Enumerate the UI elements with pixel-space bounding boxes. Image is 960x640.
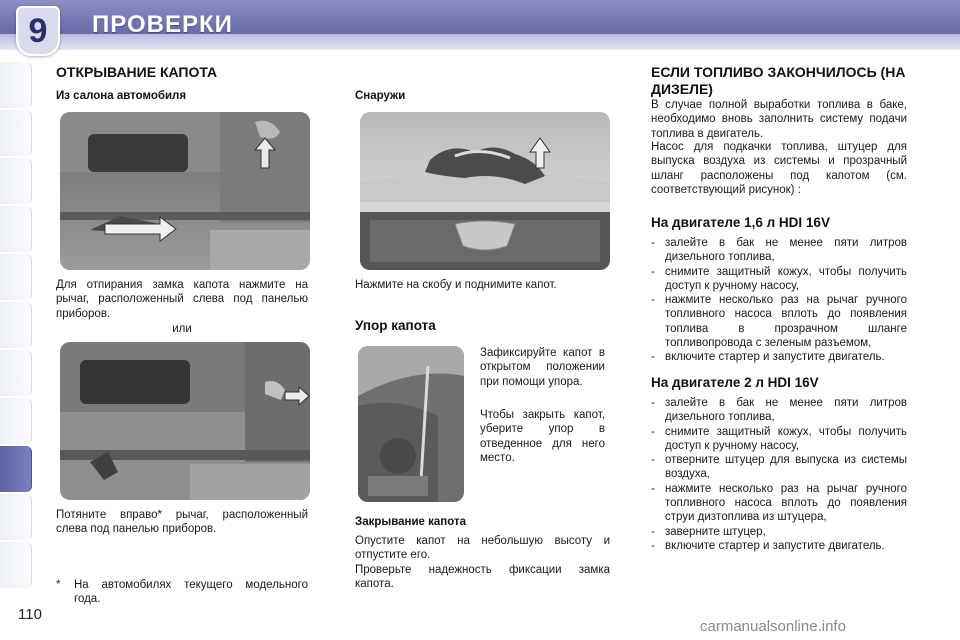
page-number: 110 xyxy=(18,606,42,623)
footnote-mark: * xyxy=(56,579,61,591)
fuel-intro-2: Насос для подкачки топлива, штуцер для выпуска воздуха из системы и прозрачный шланг расположены под капотом (см. соответствующий рисунок) : xyxy=(651,141,907,196)
list-item: - залейте в бак не менее пяти литров дизельного топлива, xyxy=(651,236,907,265)
subtitle-outside: Снаружи xyxy=(355,90,406,102)
list-item: - нажмите несколько раз на рычаг ручного топливного насоса вплоть до появления струи дизтоплива из штуцера, xyxy=(651,482,907,525)
or-text: или xyxy=(172,323,192,335)
subtitle-inside: Из салона автомобиля xyxy=(56,90,187,102)
photo-interior-pull-lever xyxy=(60,342,310,500)
footnote: На автомобилях текущего модельного года. xyxy=(74,579,308,606)
chapter-tabs xyxy=(0,62,36,590)
engine-2-0-steps xyxy=(651,396,907,553)
list-item: - отверните штуцер для выпуска из системы воздуха, xyxy=(651,453,907,482)
photo-hood-latch xyxy=(360,112,610,270)
chapter-tab[interactable] xyxy=(0,494,32,540)
outside-text: Нажмите на скобу и поднимите капот. xyxy=(355,279,557,291)
section-title-hood-prop: Упор капота xyxy=(355,318,436,333)
photo-hood-prop xyxy=(358,346,464,502)
list-item: - снимите защитный кожух, чтобы получить доступ к ручному насосу, xyxy=(651,265,907,294)
paragraph-pull-lever: Потяните вправо* рычаг, расположенный слева под панелью приборов. xyxy=(56,509,308,536)
chapter-tab[interactable] xyxy=(0,542,32,588)
chapter-tab[interactable] xyxy=(0,350,32,396)
chapter-tab[interactable] xyxy=(0,254,32,300)
chapter-tab[interactable] xyxy=(0,110,32,156)
chapter-tab-active[interactable] xyxy=(0,446,32,492)
page-title: ПРОВЕРКИ xyxy=(92,11,233,38)
closing-text-1: Опустите капот на небольшую высоту и отпустите его. xyxy=(355,535,610,562)
subtitle-closing: Закрывание капота xyxy=(355,516,466,528)
section-title-out-of-fuel: ЕСЛИ ТОПЛИВО ЗАКОНЧИЛОСЬ (НА ДИЗЕЛЕ) xyxy=(651,64,906,97)
engine-2-0-title: На двигателе 2 л HDI 16V xyxy=(651,375,819,390)
chapter-tab[interactable] xyxy=(0,302,32,348)
watermark: carmanualsonline.info xyxy=(700,618,846,635)
list-item: - включите стартер и запустите двигатель. xyxy=(651,539,907,553)
engine-1-6-title: На двигателе 1,6 л HDI 16V xyxy=(651,215,830,230)
photo-interior-hood-lever xyxy=(60,112,310,270)
paragraph-inside-lever: Для отпирания замка капота нажмите на рычаг, расположенный слева под панелью приборов. xyxy=(56,279,308,320)
closing-text-2: Проверьте надежность фиксации замка капота. xyxy=(355,564,610,591)
list-item: - залейте в бак не менее пяти литров дизельного топлива, xyxy=(651,396,907,425)
chapter-tab[interactable] xyxy=(0,62,32,108)
list-item: - снимите защитный кожух, чтобы получить доступ к ручному насосу, xyxy=(651,425,907,454)
list-item: - нажмите несколько раз на рычаг ручного топливного насоса вплоть до появления топлива в прозрачном шланге топливопровода с зеленым разъемом, xyxy=(651,293,907,350)
section-title-hood-opening: ОТКРЫВАНИЕ КАПОТА xyxy=(56,64,218,80)
chapter-tab[interactable] xyxy=(0,398,32,444)
chapter-tab[interactable] xyxy=(0,158,32,204)
fuel-intro-1: В случае полной выработки топлива в баке, необходимо вновь заполнить систему подачи топлива в двигатель. xyxy=(651,99,907,140)
list-item: - заверните штуцер, xyxy=(651,525,907,539)
prop-text-2: Чтобы закрыть капот, уберите упор в отведенное для него место. xyxy=(480,409,605,464)
chapter-tab[interactable] xyxy=(0,206,32,252)
list-item: - включите стартер и запустите двигатель. xyxy=(651,350,907,364)
engine-1-6-steps xyxy=(651,236,907,365)
chapter-number-badge: 9 xyxy=(16,6,60,56)
prop-text-1: Зафиксируйте капот в открытом положении при помощи упора. xyxy=(480,347,605,388)
